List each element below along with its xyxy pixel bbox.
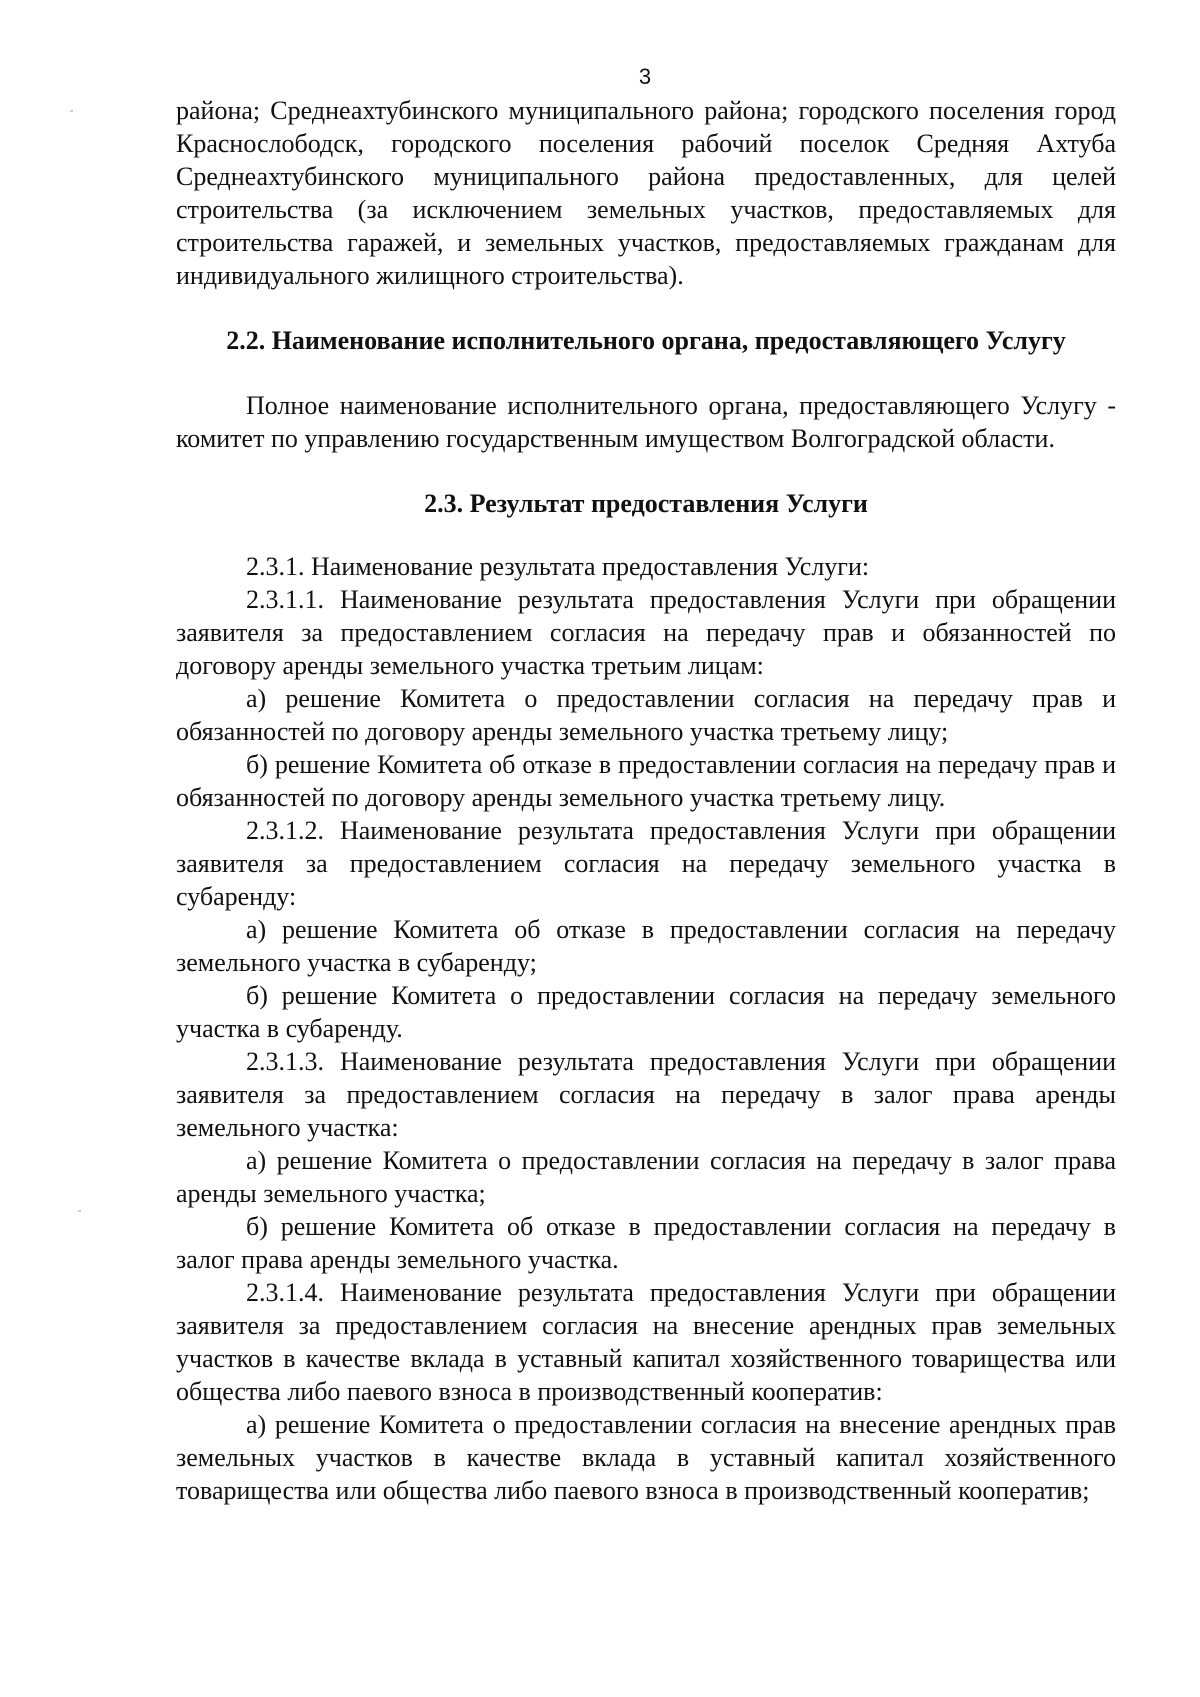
paragraph-2-3-1-2: 2.3.1.2. Наименование результата предоставления Услуги при обращении заявителя за предоставлением согласия на передачу земельного участка в субаренду: bbox=[176, 816, 1116, 911]
document-body bbox=[176, 94, 1116, 1507]
heading-2-2: 2.2. Наименование исполнительного органа, предоставляющего Услугу bbox=[226, 326, 1066, 355]
page-number: 3 bbox=[638, 64, 652, 89]
paragraph-2-3-1-3: 2.3.1.3. Наименование результата предоставления Услуги при обращении заявителя за предоставлением согласия на передачу в залог права аренды земельного участка: bbox=[176, 1047, 1116, 1142]
paragraph-2-2: Полное наименование исполнительного органа, предоставляющего Услугу - комитет по управлению государственным имуществом Волгоградской области. bbox=[176, 391, 1116, 453]
paragraph-2-3-1-3-a: а) решение Комитета о предоставлении согласия на передачу в залог права аренды земельного участка; bbox=[176, 1146, 1116, 1208]
paragraph-2-3-1-4: 2.3.1.4. Наименование результата предоставления Услуги при обращении заявителя за предоставлением согласия на внесение арендных прав земельных участков в качестве вклада в уставный капитал хозяйственного товарищества или общества либо паевого взноса в производственный кооператив: bbox=[176, 1278, 1116, 1406]
paragraph-2-3-1-1-b: б) решение Комитета об отказе в предоставлении согласия на передачу прав и обязанностей по договору аренды земельного участка третьему лицу. bbox=[176, 750, 1116, 812]
paragraph-2-3-1-4-a: а) решение Комитета о предоставлении согласия на внесение арендных прав земельных участков в качестве вклада в уставный капитал хозяйственного товарищества или общества либо паевого взноса в производственный кооператив; bbox=[176, 1410, 1116, 1505]
heading-2-3: 2.3. Результат предоставления Услуги bbox=[424, 489, 868, 518]
scan-artifact bbox=[78, 1210, 81, 1212]
paragraph-2-3-1-1: 2.3.1.1. Наименование результата предоставления Услуги при обращении заявителя за предоставлением согласия на передачу прав и обязанностей по договору аренды земельного участка третьим лицам: bbox=[176, 585, 1116, 680]
scan-artifact bbox=[70, 110, 73, 112]
paragraph-2-3-1: 2.3.1. Наименование результата предоставления Услуги: bbox=[246, 552, 870, 581]
paragraph-2-3-1-1-a: а) решение Комитета о предоставлении согласия на передачу прав и обязанностей по договору аренды земельного участка третьему лицу; bbox=[176, 684, 1116, 746]
paragraph-2-3-1-2-b: б) решение Комитета о предоставлении согласия на передачу земельного участка в субаренду. bbox=[176, 981, 1116, 1043]
paragraph-2-3-1-2-a: а) решение Комитета об отказе в предоставлении согласия на передачу земельного участка в субаренду; bbox=[176, 915, 1116, 977]
paragraph-intro-continuation: района; Среднеахтубинского муниципального района; городского поселения город Краснослободск, городского поселения рабочий поселок Средняя Ахтуба Среднеахтубинского муниципального района предоставленных, для целей строительства (за исключением земельных участков, предоставляемых для строительства гаражей, и земельных участков, предоставляемых гражданам для индивидуального жилищного строительства). bbox=[176, 96, 1116, 290]
paragraph-2-3-1-3-b: б) решение Комитета об отказе в предоставлении согласия на передачу в залог права аренды земельного участка. bbox=[176, 1212, 1116, 1274]
